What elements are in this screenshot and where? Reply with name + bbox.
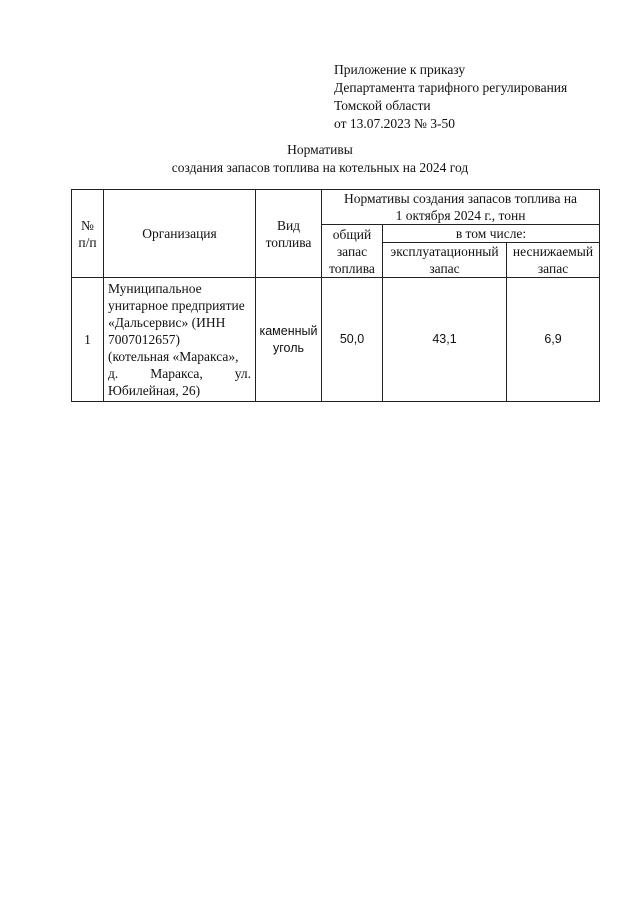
org-word: ул. <box>234 366 251 381</box>
header-norms-line: Нормативы создания запасов топлива на <box>343 191 578 206</box>
header-operational-line: эксплуатационный <box>390 244 499 259</box>
org-line: Юбилейная, 26) <box>108 383 201 398</box>
header-fuel-line: Вид <box>276 217 301 233</box>
header-reserve-line: запас <box>537 261 569 276</box>
header-reserve-stock <box>507 243 600 278</box>
row-num: 1 <box>72 278 104 402</box>
title-line: Нормативы <box>287 142 353 157</box>
appendix-line: Приложение к приказу <box>334 62 466 77</box>
table-row <box>72 278 600 402</box>
row-total-stock: 50,0 <box>322 278 383 402</box>
header-operational-stock <box>383 243 507 278</box>
appendix-line: от 13.07.2023 № 3-50 <box>334 116 455 131</box>
document-title <box>0 141 640 177</box>
header-total-stock <box>322 225 383 278</box>
header-num-line: п/п <box>78 234 97 250</box>
org-line: унитарное предприятие <box>108 298 245 313</box>
header-organization: Организация <box>104 190 256 278</box>
row-operational-stock: 43,1 <box>383 278 507 402</box>
header-including: в том числе: <box>383 225 600 243</box>
org-line: «Дальсервис» (ИНН <box>108 315 226 330</box>
org-line <box>108 365 251 382</box>
header-total-line: запас <box>336 243 368 259</box>
header-fuel-type <box>256 190 322 278</box>
appendix-line: Томской области <box>334 98 431 113</box>
row-fuel-type <box>256 278 322 402</box>
header-fuel-line: топлива <box>265 234 312 250</box>
org-line: (котельная «Маракса», <box>108 349 239 364</box>
title-line: создания запасов топлива на котельных на 2024 год <box>171 160 469 175</box>
header-num <box>72 190 104 278</box>
fuel-line: каменный <box>259 323 318 338</box>
appendix-block <box>334 61 567 133</box>
header-row <box>72 190 600 225</box>
org-word: д. <box>108 366 119 381</box>
header-reserve-line: неснижаемый <box>512 244 594 259</box>
org-line: Муниципальное <box>108 281 202 296</box>
fuel-line: уголь <box>272 340 305 355</box>
org-word: Маракса, <box>150 366 203 381</box>
header-num-line: № <box>81 217 94 233</box>
norms-table <box>71 189 600 402</box>
row-reserve-stock: 6,9 <box>507 278 600 402</box>
header-norms-line: 1 октября 2024 г., тонн <box>395 208 526 223</box>
row-organization <box>104 278 256 402</box>
header-operational-line: запас <box>429 261 460 276</box>
header-total-line: топлива <box>329 260 375 276</box>
header-total-line: общий <box>332 226 372 242</box>
org-line: 7007012657) <box>108 332 180 347</box>
header-norms <box>322 190 600 225</box>
appendix-line: Департамента тарифного регулирования <box>334 80 568 95</box>
